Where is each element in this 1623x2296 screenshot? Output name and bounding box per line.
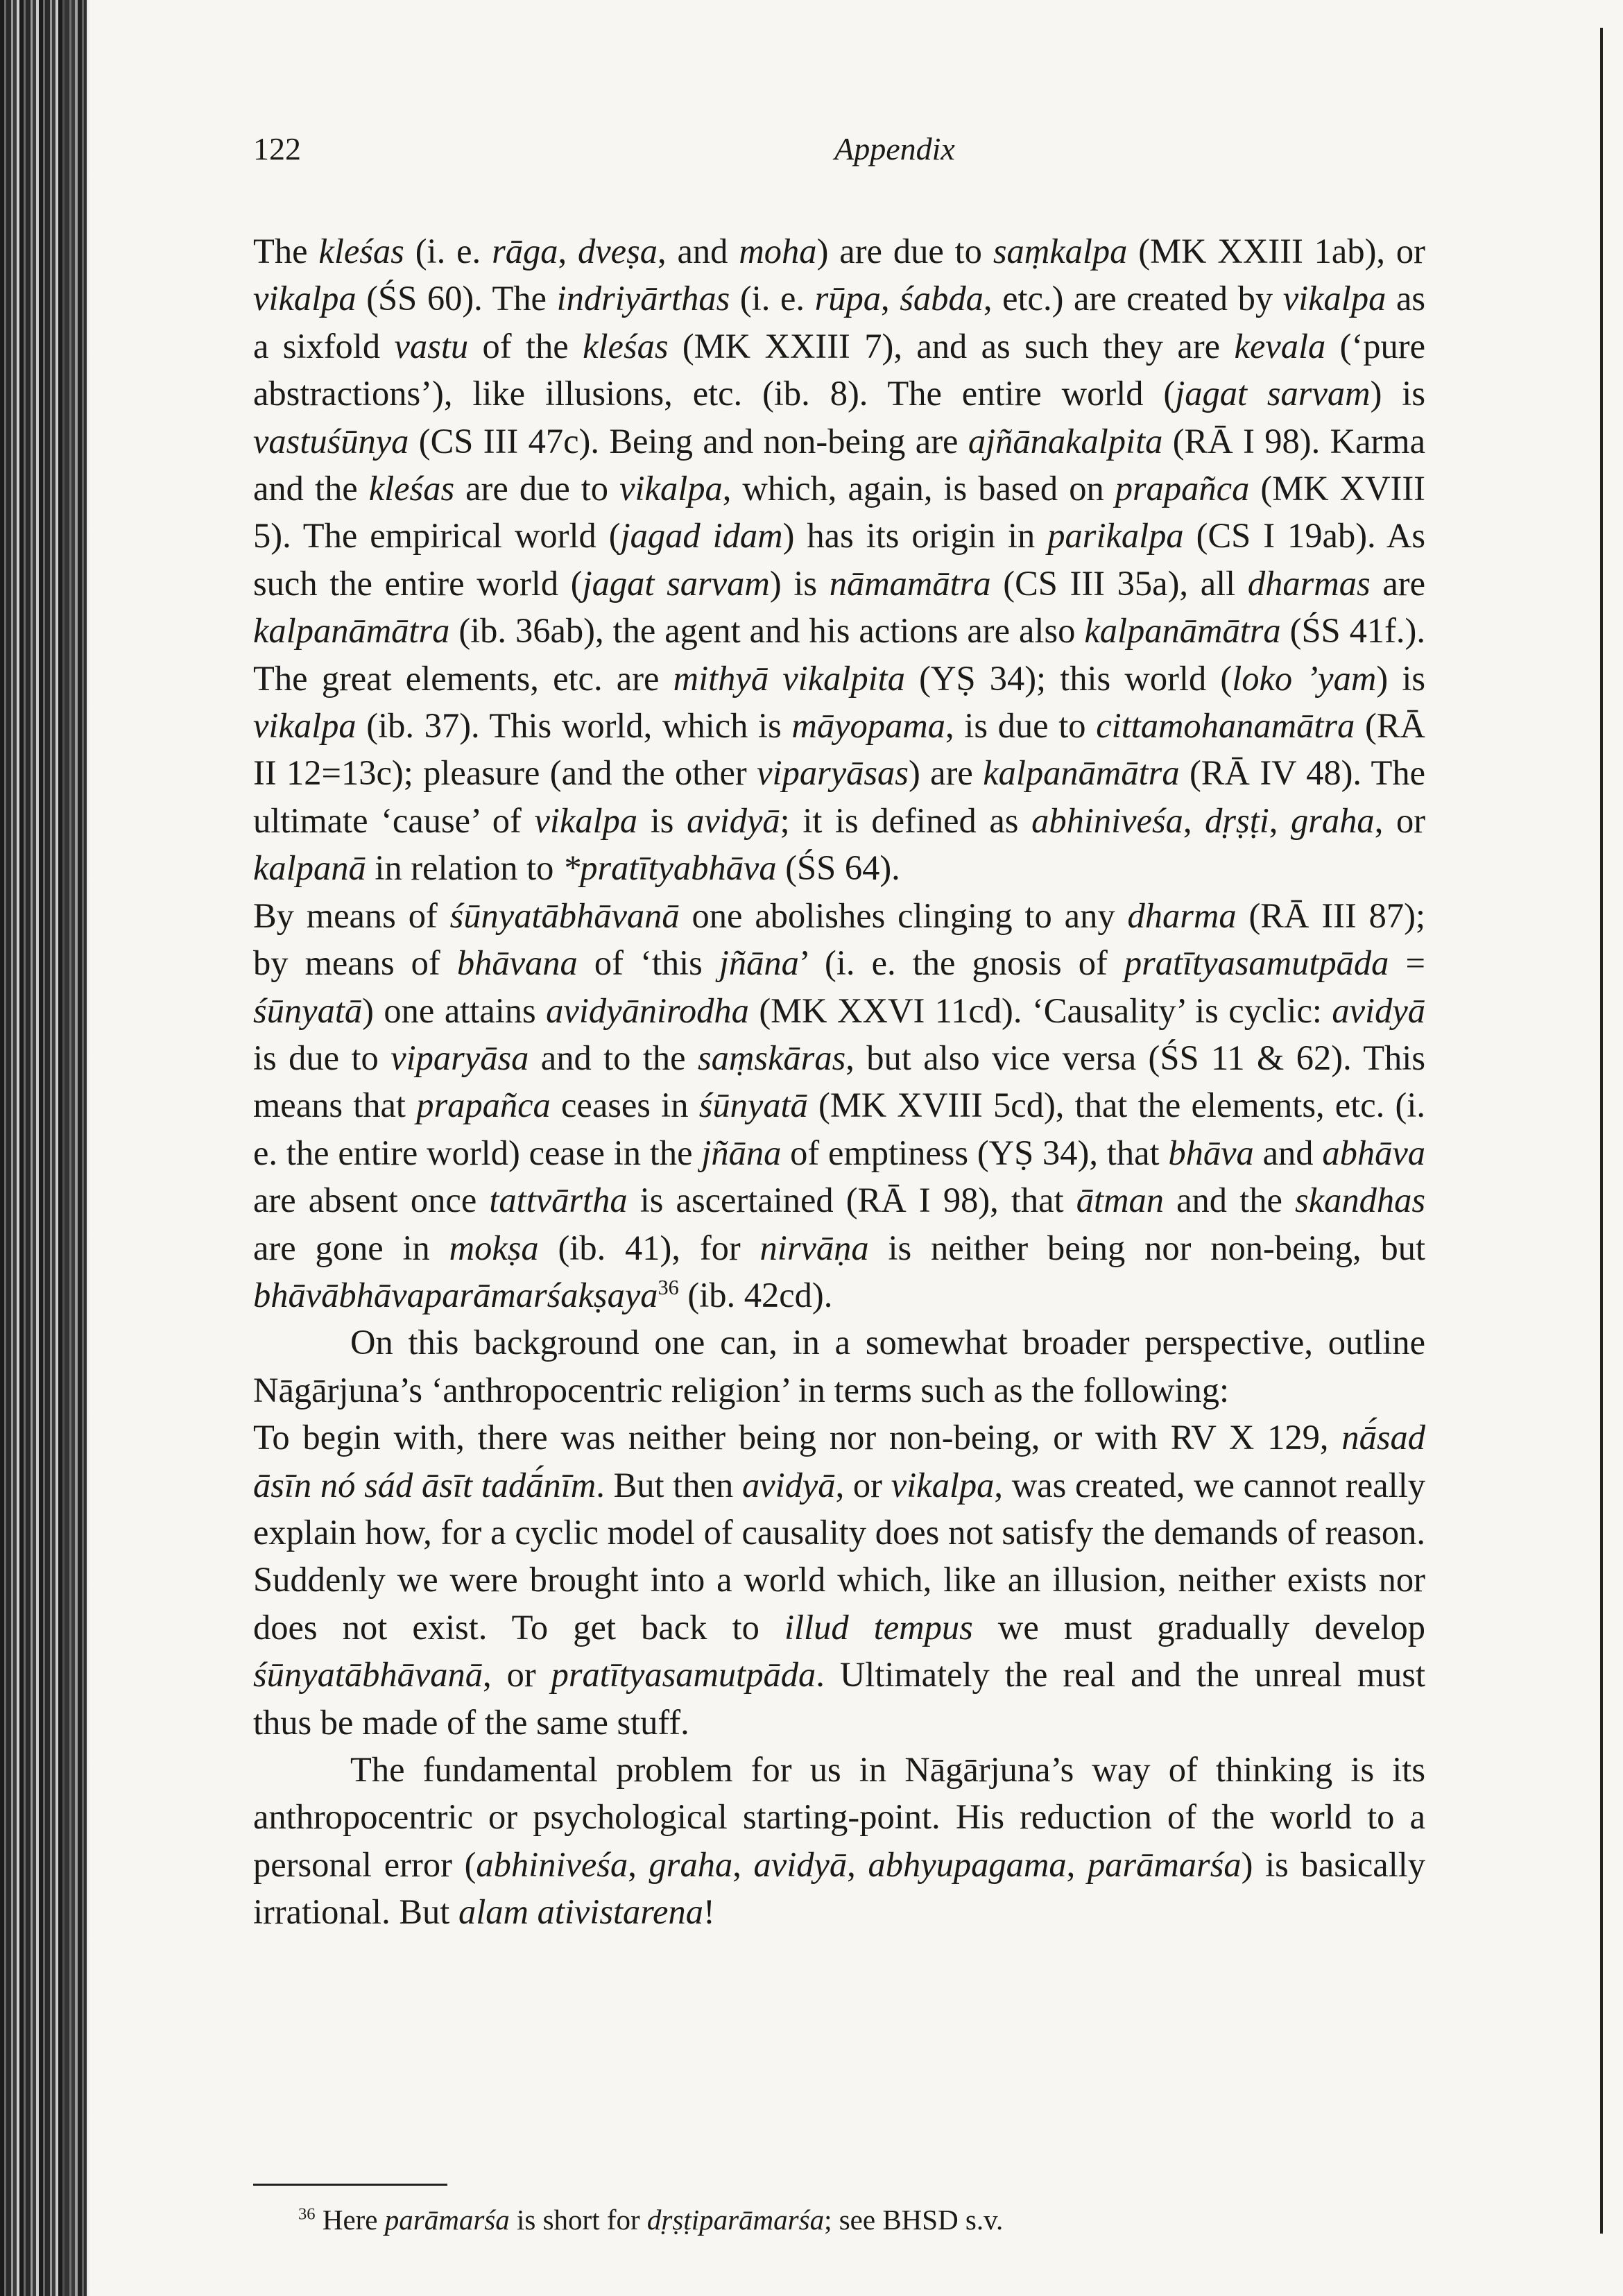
italic-term: jñāna	[719, 943, 799, 983]
italic-term: śūnyatābhāvanā	[449, 896, 680, 935]
italic-term: parāmarśa	[1087, 1844, 1242, 1884]
italic-term: bhāva	[1168, 1133, 1254, 1172]
italic-term: śabda	[900, 279, 984, 318]
paragraph-4: To begin with, there was neither being nor non-being, or with RV X 129, nā́sad āsīn nó sád āsīt tadā́nīm. But then avidyā, or vikalpa, was created, we cannot really explain how, for a cyclic model of causality does not satisfy the demands of reason. Suddenly we were brought into a world which, like an illusion, neither exists nor does not exist. To get back to illud tempus we must gradually develop śūnyatābhāvanā, or pratītyasamutpāda. Ultimately the real and the unreal must thus be made of the same stuff.	[253, 1418, 1425, 1742]
italic-term: śūnyatā	[253, 991, 363, 1030]
paragraph-1: The kleśas (i. e. rāga, dveṣa, and moha) are due to saṃkalpa (MK XXIII 1ab), or vikalpa (ŚS 60). The indriyārthas (i. e. rūpa, śabda, etc.) are created by vikalpa as a sixfold vastu of the kleśas (MK XXIII 7), and as such they are kevala (‘pure abstractions’), like illusions, etc. (ib. 8). The entire world (jagat sarvam) is vastuśūnya (CS III 47c). Being and non-being are ajñānakalpita (RĀ I 98). Karma and the kleśas are due to vikalpa, which, again, is based on prapañca (MK XVIII 5). The empirical world (jagad idam) has its origin in parikalpa (CS I 19ab). As such the entire world (jagat sarvam) is nāmamātra (CS III 35a), all dharmas are kalpanāmātra (ib. 36ab), the agent and his actions are also kalpanāmātra (ŚS 41f.). The great elements, etc. are mithyā vikalpita (YṢ 34); this world (loko ’yam) is vikalpa (ib. 37). This world, which is māyopama, is due to cittamohanamātra (RĀ II 12=13c); pleasure (and the other viparyāsas) are kalpanāmātra (RĀ IV 48). The ultimate ‘cause’ of vikalpa is avidyā; it is defined as abhiniveśa, dṛṣṭi, graha, or kalpanā in relation to *pratītyabhāva (ŚS 64).	[253, 232, 1426, 888]
italic-term: ajñānakalpita	[968, 421, 1163, 461]
italic-term: cittamohanamātra	[1096, 706, 1355, 746]
italic-term: abhyupagama	[868, 1844, 1067, 1884]
italic-term: saṃkalpa	[993, 232, 1128, 271]
italic-term: loko ’yam	[1232, 658, 1377, 698]
italic-term: abhiniveśa	[1031, 800, 1183, 840]
italic-term: māyopama	[791, 706, 946, 746]
italic-term: kleśas	[318, 232, 404, 271]
italic-term: prapañca	[416, 1086, 551, 1125]
italic-term: kleśas	[368, 469, 455, 508]
italic-term: rūpa	[814, 279, 881, 318]
italic-term: vikalpa	[534, 800, 638, 840]
italic-term: avidyā	[741, 1465, 836, 1505]
italic-term: indriyārthas	[556, 279, 730, 318]
italic-term: avidyā	[753, 1844, 848, 1884]
italic-term: śūnyatābhāvanā	[253, 1655, 483, 1695]
italic-term: vikalpa	[253, 706, 357, 746]
binding-shadow	[62, 0, 90, 2296]
italic-term: jagad idam	[620, 516, 783, 556]
italic-term: vastuśūnya	[253, 421, 409, 461]
italic-term: vikalpa	[253, 279, 357, 318]
italic-term: bhāvābhāvaparāmarśakṣaya	[253, 1275, 658, 1314]
italic-term: mithyā vikalpita	[673, 658, 905, 698]
italic-term: kalpanāmātra	[1084, 611, 1281, 651]
italic-term: viparyāsas	[757, 753, 909, 793]
italic-term: parāmarśa	[384, 2204, 510, 2236]
italic-term: jagat sarvam	[1175, 374, 1371, 413]
italic-term: avidyānirodha	[546, 991, 749, 1030]
italic-term: pratītyasamutpāda	[551, 1655, 816, 1695]
italic-term: rāga	[492, 232, 558, 271]
italic-term: kleśas	[583, 326, 669, 366]
italic-term: kalpanā	[253, 848, 366, 888]
body-text	[253, 228, 1425, 1936]
italic-term: avidyā	[1332, 991, 1425, 1030]
italic-term: viparyāsa	[390, 1038, 529, 1077]
running-title: Appendix	[834, 131, 955, 166]
italic-term: abhiniveśa	[476, 1844, 628, 1884]
italic-term: nā́sad āsīn nó sád āsīt tadā́nīm	[253, 1418, 1425, 1505]
italic-term: illud tempus	[784, 1607, 973, 1647]
italic-term: mokṣa	[449, 1228, 539, 1267]
italic-term: *pratītyabhāva	[563, 848, 777, 888]
italic-term: pratītyasamutpāda	[1124, 943, 1389, 983]
italic-term: vikalpa	[1282, 279, 1386, 318]
italic-term: vikalpa	[891, 1465, 995, 1505]
italic-term: jñāna	[701, 1133, 782, 1172]
paragraph-3: On this background one can, in a somewhat broader perspective, outline Nāgārjuna’s ‘anthropocentric religion’ in terms such as the following:	[253, 1323, 1425, 1410]
italic-term: vikalpa	[619, 469, 723, 508]
italic-term: ātman	[1076, 1181, 1164, 1220]
page-number: 122	[253, 131, 301, 166]
italic-term: tattvārtha	[489, 1181, 628, 1220]
italic-term: dṛṣṭi	[1205, 800, 1269, 840]
italic-term: bhāvana	[456, 943, 578, 983]
italic-term: parikalpa	[1047, 516, 1184, 556]
italic-term: skandhas	[1295, 1181, 1425, 1220]
page-edge-line	[1600, 28, 1603, 2234]
italic-term: saṃskāras	[697, 1038, 846, 1077]
italic-term: jagat sarvam	[582, 563, 770, 603]
italic-term: abhāva	[1322, 1133, 1425, 1172]
italic-term: moha	[739, 232, 817, 271]
italic-term: nirvāṇa	[759, 1228, 869, 1267]
italic-term: dveṣa	[578, 232, 658, 271]
italic-term: graha	[649, 1844, 733, 1884]
footnote-36: $^{36}$ Here parāmarśa is short for dṛṣṭiparāmarśa; see BHSD s.v.	[298, 2204, 1004, 2236]
footnote-marker: 36	[658, 1276, 679, 1300]
italic-term: kevala	[1234, 326, 1326, 366]
italic-term: prapañca	[1115, 469, 1250, 508]
italic-term: dharma	[1127, 896, 1237, 935]
italic-term: graha	[1291, 800, 1375, 840]
footnote-rule	[253, 2184, 447, 2186]
italic-term: nāmamātra	[829, 563, 991, 603]
italic-term: dharmas	[1247, 563, 1371, 603]
italic-term: dṛṣṭiparāmarśa	[646, 2204, 825, 2236]
italic-term: śūnyatā	[698, 1086, 808, 1125]
italic-term: alam ativistarena	[458, 1892, 703, 1932]
italic-term: vastu	[394, 326, 469, 366]
paragraph-5: The fundamental problem for us in Nāgārjuna’s way of thinking is its anthropocentric or psychological starting-point. His reduction of the world to a personal error (abhiniveśa, graha, avidyā, abhyupagama, parāmarśa) is basically irrational. But alam ativistarena!	[253, 1750, 1426, 1932]
italic-term: kalpanāmātra	[253, 611, 450, 651]
paragraph-2: By means of śūnyatābhāvanā one abolishes clinging to any dharma (RĀ III 87); by means of bhāvana of ‘this jñāna’ (i. e. the gnosis of pratītyasamutpāda = śūnyatā) one attains avidyānirodha (MK XXVI 11cd). ‘Causality’ is cyclic: avidyā is due to viparyāsa and to the saṃskāras, but also vice versa (ŚS 11 & 62). This means that prapañca ceases in śūnyatā (MK XVIII 5cd), that the elements, etc. (i. e. the entire world) cease in the jñāna of emptiness (YṢ 34), that bhāva and abhāva are absent once tattvārtha is ascertained (RĀ I 98), that ātman and the skandhas are gone in mokṣa (ib. 41), for nirvāṇa is neither being nor non-being, but bhāvābhāvaparāmarśakṣaya$^{36}$ (ib. 42cd).	[253, 896, 1425, 1314]
italic-term: avidyā	[687, 800, 780, 840]
footnote-marker: 36	[298, 2204, 316, 2224]
page-header	[253, 130, 1432, 186]
italic-term: kalpanāmātra	[983, 753, 1180, 793]
